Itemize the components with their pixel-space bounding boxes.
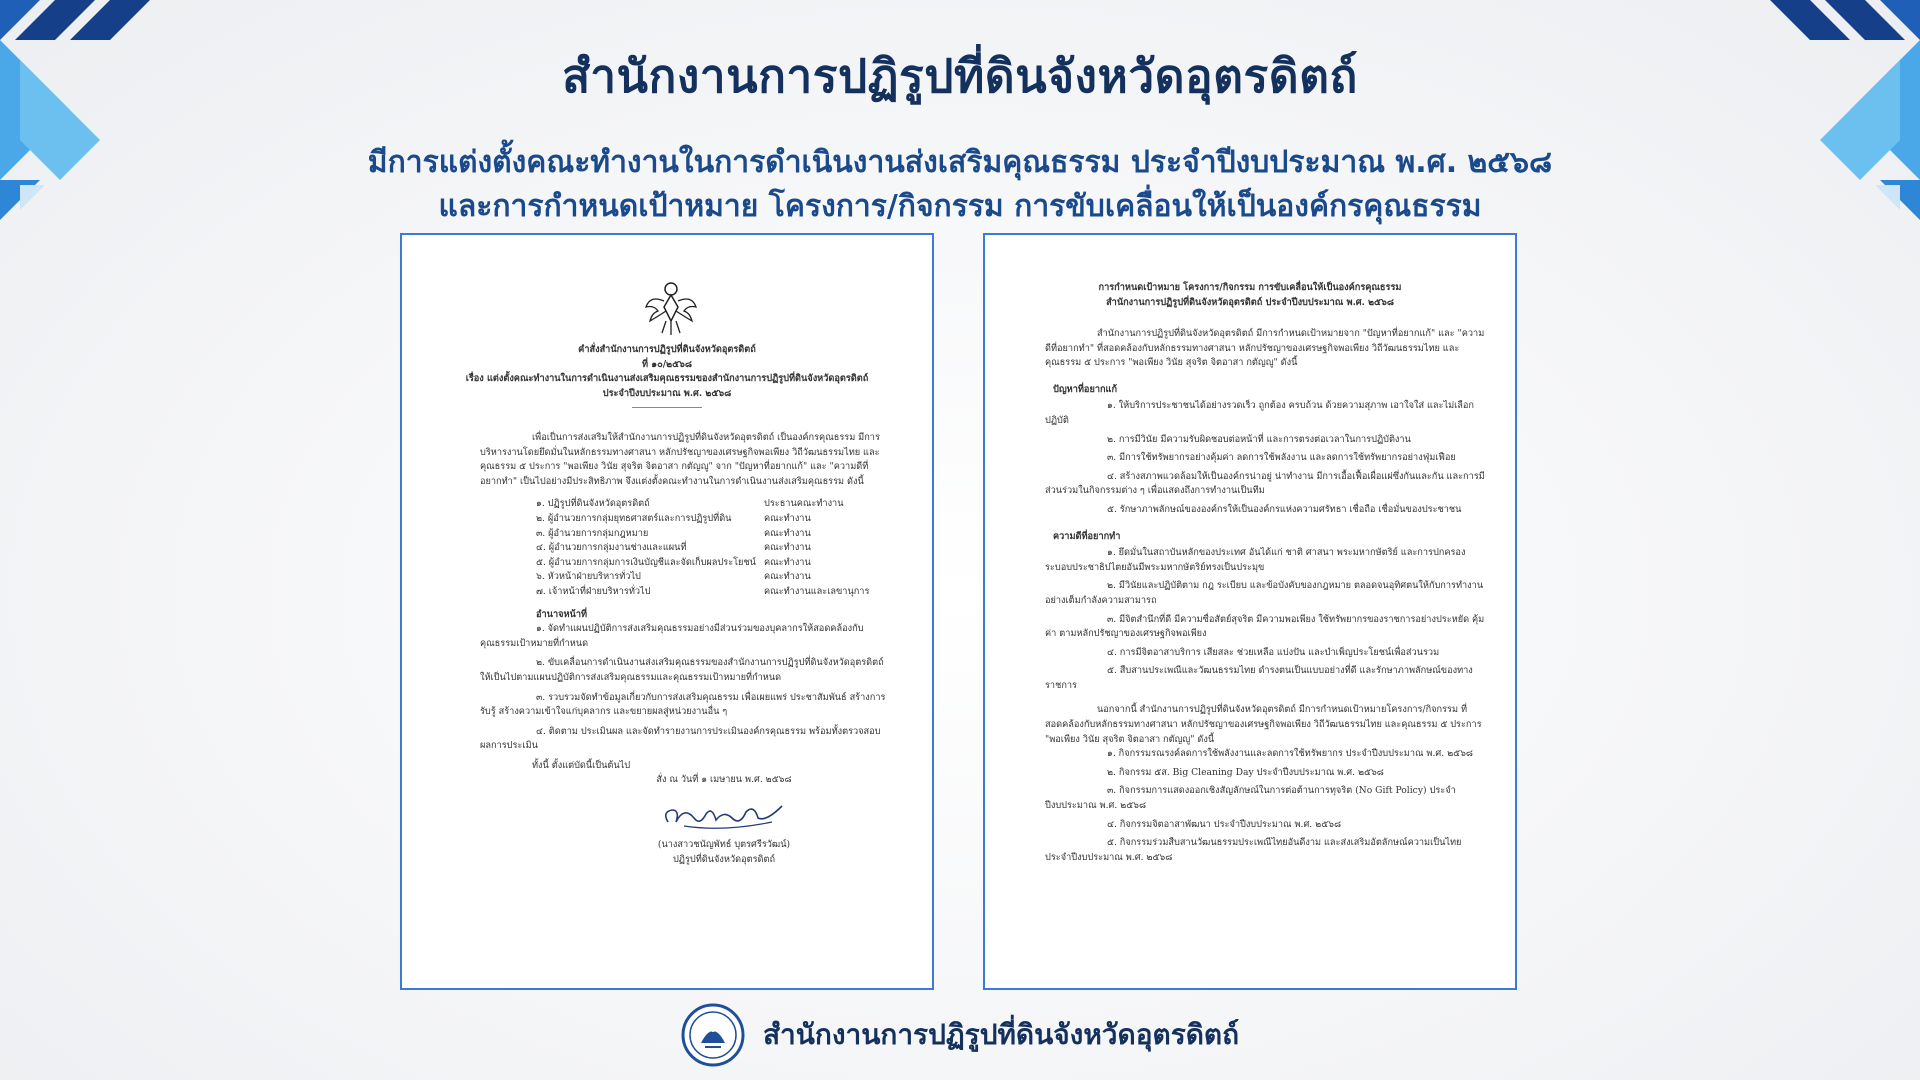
problems-title: ปัญหาที่อยากแก้ [1053, 383, 1118, 395]
targets-body [1045, 327, 1485, 869]
list-item: ๓. มีจิตสำนึกที่ดี มีความซื่อสัตย์สุจริต มีความพอเพียง ใช้ทรัพยากรของราชการอย่างประหยัด คุ้มค่า ตามหลักปรัชญาของเศรษฐกิจพอเพียง [1045, 613, 1485, 640]
list-item: ๗. เจ้าหน้าที่ฝ่ายบริหารทั่วไป คณะทำงานและเลขานุการ [536, 585, 870, 597]
order-fiscal-year: ประจำปีงบประมาณ พ.ศ. ๒๕๖๘ [602, 387, 732, 399]
list-item: ๑. ยึดมั่นในสถาบันหลักของประเทศ อันได้แก่ ชาติ ศาสนา พระมหากษัตริย์ และการปกครองระบอบประชาธิปไตยอันมีพระมหากษัตริย์ทรงเป็นประมุข [1045, 547, 1466, 573]
goods-title: ความดีที่อยากทำ [1053, 530, 1121, 542]
duties-title: อำนาจหน้าที่ [536, 608, 588, 620]
handwritten-signature [654, 796, 794, 836]
subtitle-line-2: และการกำหนดเป้าหมาย โครงการ/กิจกรรม การขับเคลื่อนให้เป็นองค์กรคุณธรรม [438, 189, 1482, 224]
list-item: ๕. กิจกรรมร่วมสืบสานวัฒนธรรมประเพณีไทยอันดีงาม และส่งเสริมอัตลักษณ์ความเป็นไทย ประจำปีงบประมาณ พ.ศ. ๒๕๖๘ [1045, 837, 1462, 863]
order-body [480, 431, 888, 867]
garuda-emblem-icon [644, 277, 698, 337]
page-title: สำนักงานการปฏิรูปที่ดินจังหวัดอุตรดิตถ์ [562, 49, 1358, 103]
list-item: ๒. มีวินัยและปฏิบัติตาม กฎ ระเบียบ และข้อบังคับของกฎหมาย ตลอดจนอุทิศตนให้กับการทำงานอย่างเต็มกำลังความสามารถ [1045, 580, 1484, 606]
effective-statement: ทั้งนี้ ตั้งแต่บัดนี้เป็นต้นไป [532, 759, 631, 771]
list-item: ๓. รวบรวมจัดทำข้อมูลเกี่ยวกับการส่งเสริมคุณธรรม เพื่อเผยแพร่ ประชาสัมพันธ์ สร้างการรับรู้ สร้างความเข้าใจแก่บุคลากร และขยายผลสู่หน่วยงานอื่น ๆ [480, 691, 886, 718]
list-item: ๒. ผู้อำนวยการกลุ่มยุทธศาสตร์และการปฏิรูปที่ดิน คณะทำงาน [536, 512, 811, 524]
order-number: ที่ ๑๐/๒๕๖๘ [642, 358, 692, 370]
list-item: ๕. ผู้อำนวยการกลุ่มการเงินบัญชีและจัดเก็บผลประโยชน์ คณะทำงาน [536, 556, 811, 568]
order-date: สั่ง ณ วันที่ ๑ เมษายน พ.ศ. ๒๕๖๘ [656, 774, 792, 786]
list-item: ๓. กิจกรรมการแสดงออกเชิงสัญลักษณ์ในการต่อต้านการทุจริต (No Gift Policy) ประจำปีงบประมาณ พ.ศ. ๒๕๖๘ [1045, 785, 1456, 812]
list-item: ๔. ผู้อำนวยการกลุ่มงานช่างและแผนที่ คณะทำงาน [536, 542, 811, 554]
list-item: ๔. สร้างสภาพแวดล้อมให้เป็นองค์กรน่าอยู่ น่าทำงาน มีการเอื้อเฟื้อเผื่อแผ่ซึ่งกันและกัน และการมีส่วนร่วมในกิจกรรมต่าง ๆ เพื่อแสดงถึงการทำงานเป็นทีม [1045, 470, 1485, 497]
order-subject: เรื่อง แต่งตั้งคณะทำงานในการดำเนินงานส่งเสริมคุณธรรมของสำนักงานการปฏิรูปที่ดินจังหวัดอุตรดิตถ์ [465, 373, 869, 385]
divider [632, 407, 702, 408]
list-item: ๕. สืบสานประเพณีและวัฒนธรรมไทย ดำรงตนเป็นแบบอย่างที่ดี และรักษาภาพลักษณ์ของทางราชการ [1045, 665, 1473, 691]
targets-heading-line-2: สำนักงานการปฏิรูปที่ดินจังหวัดอุตรดิตถ์ ประจำปีงบประมาณ พ.ศ. ๒๕๖๘ [1106, 296, 1394, 308]
list-item: ๒. การมีวินัย มีความรับผิดชอบต่อหน้าที่ และการตรงต่อเวลาในการปฏิบัติงาน [1107, 433, 1411, 445]
list-item: ๕. รักษาภาพลักษณ์ขององค์กรให้เป็นองค์กรแห่งความศรัทธา เชื่อถือ เชื่อมั่นของประชาชน [1107, 503, 1462, 515]
list-item: ๔. ติดตาม ประเมินผล และจัดทำรายงานการประเมินองค์กรคุณธรรม พร้อมทั้งตรวจสอบผลการประเมิน [480, 725, 881, 752]
signer-name: (นางสาวชนัญพัทธ์ บุตรศรีรวัฒน์) [657, 839, 791, 851]
list-item: ๑. กิจกรรมรณรงค์ลดการใช้พลังงานและลดการใช้ทรัพยากร ประจำปีงบประมาณ พ.ศ. ๒๕๖๘ [1107, 748, 1474, 760]
header [0, 40, 1920, 229]
targets-heading [1045, 281, 1455, 310]
signature-block [560, 773, 888, 867]
list-item: ๔. การมีจิตอาสาบริการ เสียสละ ช่วยเหลือ แบ่งปัน และบำเพ็ญประโยชน์เพื่อส่วนรวม [1107, 646, 1440, 658]
list-item: ๑. ปฏิรูปที่ดินจังหวัดอุตรดิตถ์ ประธานคณะทำงาน [536, 498, 844, 510]
footer-org-name: สำนักงานการปฏิรูปที่ดินจังหวัดอุตรดิตถ์ [762, 1018, 1240, 1051]
order-title: คำสั่งสำนักงานการปฏิรูปที่ดินจังหวัดอุตรดิตถ์ [578, 344, 756, 355]
list-item: ๒. ขับเคลื่อนการดำเนินงานส่งเสริมคุณธรรมของสำนักงานการปฏิรูปที่ดินจังหวัดอุตรดิตถ์ให้เป็นไปตามแผนปฏิบัติการส่งเสริมคุณธรรมและคุณธรรมเป้าหมายที่กำหนด [480, 657, 884, 683]
order-document [400, 233, 934, 990]
member-list [536, 497, 888, 599]
targets-heading-line-1: การกำหนดเป้าหมาย โครงการ/กิจกรรม การขับเคลื่อนให้เป็นองค์กรคุณธรรม [1098, 282, 1402, 293]
order-intro: เพื่อเป็นการส่งเสริมให้สำนักงานการปฏิรูปที่ดินจังหวัดอุตรดิตถ์ เป็นองค์กรคุณธรรม มีการบริหารงานโดยยึดมั่นในหลักธรรมทางศาสนา หลักปรัชญาของเศรษฐกิจพอเพียง วิถีวัฒนธรรมไทย และคุณธรรม ๕ ประการ "พอเพียง วินัย สุจริต จิตอาสา กตัญญู" จาก "ปัญหาที่อยากแก้" และ "ความดีที่อยากทำ" เป็นไปอย่างมีประสิทธิภาพ จึงแต่งตั้งคณะทำงานในการดำเนินงานส่งเสริมคุณธรรม ดังนี้ [480, 432, 880, 487]
projects-intro: นอกจากนี้ สำนักงานการปฏิรูปที่ดินจังหวัดอุตรดิตถ์ มีการกำหนดเป้าหมายโครงการ/กิจกรรม ที่สอดคล้องกับหลักธรรมทางศาสนา หลักปรัชญาของเศรษฐกิจพอเพียง วิถีวัฒนธรรมไทย และคุณธรรม ๕ ประการ "พอเพียง วินัย สุจริต จิตอาสา กตัญญู" ดังนี้ [1045, 704, 1482, 745]
list-item: ๒. กิจกรรม ๕ส. Big Cleaning Day ประจำปีงบประมาณ พ.ศ. ๒๕๖๘ [1107, 766, 1384, 778]
targets-intro: สำนักงานการปฏิรูปที่ดินจังหวัดอุตรดิตถ์ มีการกำหนดเป้าหมายจาก "ปัญหาที่อยากแก้" และ "ความดีที่อยากทำ" ที่สอดคล้องกับหลักธรรมทางศาสนา หลักปรัชญาของเศรษฐกิจพอเพียง วิถีวัฒนธรรมไทย และคุณธรรม ๕ ประการ "พอเพียง วินัย สุจริต จิตอาสา กตัญญู" ดังนี้ [1045, 328, 1485, 369]
order-heading [462, 343, 872, 420]
list-item: ๖. หัวหน้าฝ่ายบริหารทั่วไป คณะทำงาน [536, 571, 811, 583]
targets-document [983, 233, 1517, 990]
subtitle-line-1: มีการแต่งตั้งคณะทำงานในการดำเนินงานส่งเสริมคุณธรรม ประจำปีงบประมาณ พ.ศ. ๒๕๖๘ [367, 145, 1553, 180]
list-item: ๔. กิจกรรมจิตอาสาพัฒนา ประจำปีงบประมาณ พ.ศ. ๒๕๖๘ [1107, 818, 1342, 830]
list-item: ๓. ผู้อำนวยการกลุ่มกฎหมาย คณะทำงาน [536, 527, 811, 539]
list-item: ๑. จัดทำแผนปฏิบัติการส่งเสริมคุณธรรมอย่างมีส่วนร่วมของบุคลากรให้สอดคล้องกับคุณธรรมเป้าหมายที่กำหนด [480, 623, 864, 649]
alro-logo-icon [681, 1003, 745, 1067]
footer [0, 1000, 1920, 1070]
list-item: ๓. มีการใช้ทรัพยากรอย่างคุ้มค่า ลดการใช้พลังงาน และลดการใช้ทรัพยากรอย่างฟุ่มเฟือย [1107, 452, 1456, 464]
list-item: ๑. ให้บริการประชาชนได้อย่างรวดเร็ว ถูกต้อง ครบถ้วน ด้วยความสุภาพ เอาใจใส่ และไม่เลือกปฏิบัติ [1045, 400, 1474, 426]
signer-title: ปฏิรูปที่ดินจังหวัดอุตรดิตถ์ [672, 853, 776, 865]
